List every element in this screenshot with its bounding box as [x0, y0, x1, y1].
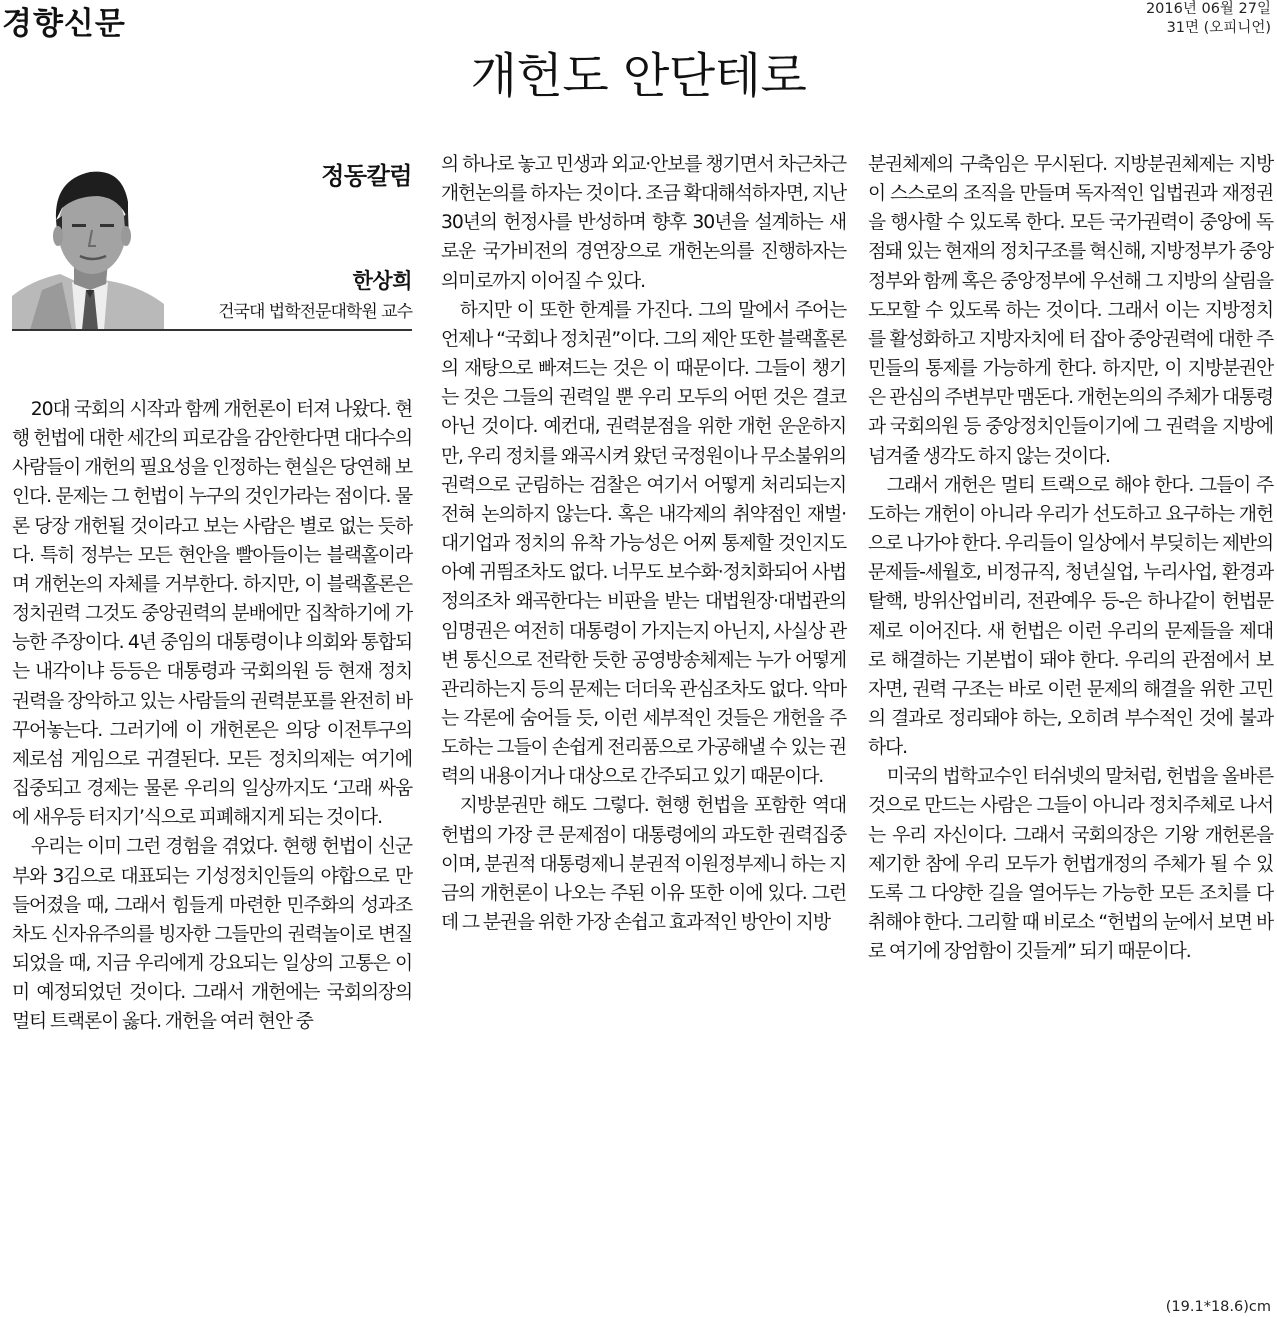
column-name: 정동칼럼	[321, 162, 412, 190]
author-name: 한상희	[352, 269, 412, 293]
author-affiliation: 건국대 법학전문대학원 교수	[218, 302, 412, 322]
page-section: 31면 (오피니언)	[1166, 20, 1271, 36]
paragraph: 의 하나로 놓고 민생과 외교·안보를 챙기면서 차근차근 개헌논의를 하자는 것이다. 조금 확대해석하자면, 지난 30년의 헌정사를 반성하며 향후 30년을 설계하는 새로운 국가비전의 경연장으로 개헌논의를 진행하자는 의미로까지 이어질 수 있다.	[441, 154, 846, 292]
paragraph: 지방분권만 해도 그렇다. 현행 헌법을 포함한 역대 헌법의 가장 큰 문제점이 대통령에의 과도한 권력집중이며, 분권적 대통령제니 분권적 이원정부제니 하는 지금의 개헌론이 나오는 주된 이유 또한 이에 있다. 그런데 그 분권을 위한 가장 손쉽고 효과적인 방안이 지방	[441, 795, 846, 934]
paragraph: 우리는 이미 그런 경험을 겪었다. 현행 헌법이 신군부와 3김으로 대표되는 기성정치인들의 야합으로 만들어졌을 때, 그래서 힘들게 마련한 민주화의 성과조차도 신자유주의를 빙자한 그들만의 권력놀이로 변질되었을 때, 지금 우리에게 강요되는 일상의 고통은 이미 예정되었던 것이다. 그래서 개헌에는 국회의장의 멀티 트랙론이 옳다. 개헌을 여러 현안 중	[12, 836, 412, 1033]
newspaper-masthead: 경향신문	[2, 6, 126, 42]
dateline	[1146, 0, 1271, 38]
author-portrait-icon	[12, 158, 164, 330]
publication-date: 2016년 06월 27일	[1145, 1, 1271, 17]
article-size-note: (19.1*18.6)cm	[1165, 1299, 1271, 1315]
byline-divider	[12, 329, 412, 331]
article-column-1	[12, 395, 412, 1036]
paragraph: 그래서 개헌은 멀티 트랙으로 해야 한다. 그들이 주도하는 개헌이 아니라 우리가 선도하고 요구하는 개헌으로 나가야 한다. 우리들이 일상에서 부딪히는 제반의 문제들-세월호, 비정규직, 청년실업, 누리사업, 환경과 탈핵, 방위산업비리, 전관예우 등-은 하나같이 헌법문제로 이어진다. 새 헌법은 이런 우리의 문제들을 제대로 해결하는 기본법이 돼야 한다. 우리의 관점에서 보자면, 권력 구조는 바로 이런 문제의 해결을 위한 고민의 결과로 정리돼야 하는, 오히려 부수적인 것에 불과하다.	[868, 474, 1273, 759]
article-column-2	[441, 150, 846, 937]
article-column-3	[868, 150, 1273, 966]
headline: 개헌도 안단테로	[470, 48, 807, 104]
byline-box	[12, 150, 412, 330]
paragraph: 하지만 이 또한 한계를 가진다. 그의 말에서 주어는 언제나 “국회나 정치권”이다. 그의 제안 또한 블랙홀론의 재탕으로 빠져드는 것은 이 때문이다. 그들이 챙기는 것은 그들의 권력일 뿐 우리 모두의 어떤 것은 결코 아닌 것이다. 예컨대, 권력분점을 위한 개헌 운운하지만, 우리 정치를 왜곡시켜 왔던 국정원이나 무소불위의 권력으로 군림하는 검찰은 여기서 어떻게 처리되는지 전혀 논의하지 않는다. 혹은 내각제의 취약점인 재벌·대기업과 정치의 유착 가능성은 어찌 통제할 것인지도 아예 귀띔조차도 없다. 너무도 보수화·정치화되어 사법정의조차 왜곡한다는 비판을 받는 대법원장·대법관의 임명권은 여전히 대통령이 가지는지 아닌지, 사실상 관변 통신으로 전락한 듯한 공영방송체제는 누가 어떻게 관리하는지 등의 문제는 더더욱 관심조차도 없다. 악마는 각론에 숨어들 듯, 이런 세부적인 것들은 개헌을 주도하는 그들이 손쉽게 전리품으로 가공해낼 수 있는 권력의 내용이거나 대상으로 간주되고 있기 때문이다.	[441, 299, 846, 788]
paragraph: 미국의 법학교수인 터쉬넷의 말처럼, 헌법을 올바른 것으로 만드는 사람은 그들이 아니라 정치주체로 나서는 우리 자신이다. 그래서 국회의장은 기왕 개헌론을 제기한 참에 우리 모두가 헌법개정의 주체가 될 수 있도록 그 다양한 길을 열어두는 가능한 모든 조치를 다 취해야 한다. 그리할 때 비로소 “헌법의 눈에서 보면 바로 여기에 장엄함이 깃들게” 되기 때문이다.	[868, 766, 1273, 963]
paragraph: 분권체제의 구축임은 무시된다. 지방분권체제는 지방이 스스로의 조직을 만들며 독자적인 입법권과 재정권을 행사할 수 있도록 한다. 모든 국가권력이 중앙에 독점돼 있는 현재의 정치구조를 혁신해, 지방정부가 중앙정부와 함께 혹은 중앙정부에 우선해 그 지방의 살림을 도모할 수 있도록 하는 것이다. 그래서 이는 지방정치를 활성화하고 지방자치에 터 잡아 중앙권력에 대한 주민들의 통제를 가능하게 한다. 하지만, 이 지방분권안은 관심의 주변부만 맴돈다. 개헌논의의 주체가 대통령과 국회의원 등 중앙정치인들이기에 그 권력을 지방에 넘겨줄 생각도 하지 않는 것이다.	[868, 154, 1273, 467]
paragraph: 20대 국회의 시작과 함께 개헌론이 터져 나왔다. 현행 헌법에 대한 세간의 피로감을 감안한다면 대다수의 사람들이 개헌의 필요성을 인정하는 현실은 당연해 보인다. 문제는 그 헌법이 누구의 것인가라는 점이다. 물론 당장 개헌될 것이라고 보는 사람은 별로 없는 듯하다. 특히 정부는 모든 현안을 빨아들이는 블랙홀이라며 개헌논의 자체를 거부한다. 하지만, 이 블랙홀론은 정치권력 그것도 중앙권력의 분배에만 집착하기에 가능한 주장이다. 4년 중임의 대통령이냐 의회와 통합되는 내각이냐 등등은 대통령과 국회의원 등 현재 정치권력을 장악하고 있는 사람들의 권력분포를 완전히 바꾸어놓는다. 그러기에 이 개헌론은 의당 이전투구의 제로섬 게임으로 귀결된다. 모든 정치의제는 여기에 집중되고 경제는 물론 우리의 일상까지도 ‘고래 싸움에 새우등 터지기’식으로 피폐해지게 되는 것이다.	[12, 399, 412, 829]
author-photo	[12, 158, 164, 330]
